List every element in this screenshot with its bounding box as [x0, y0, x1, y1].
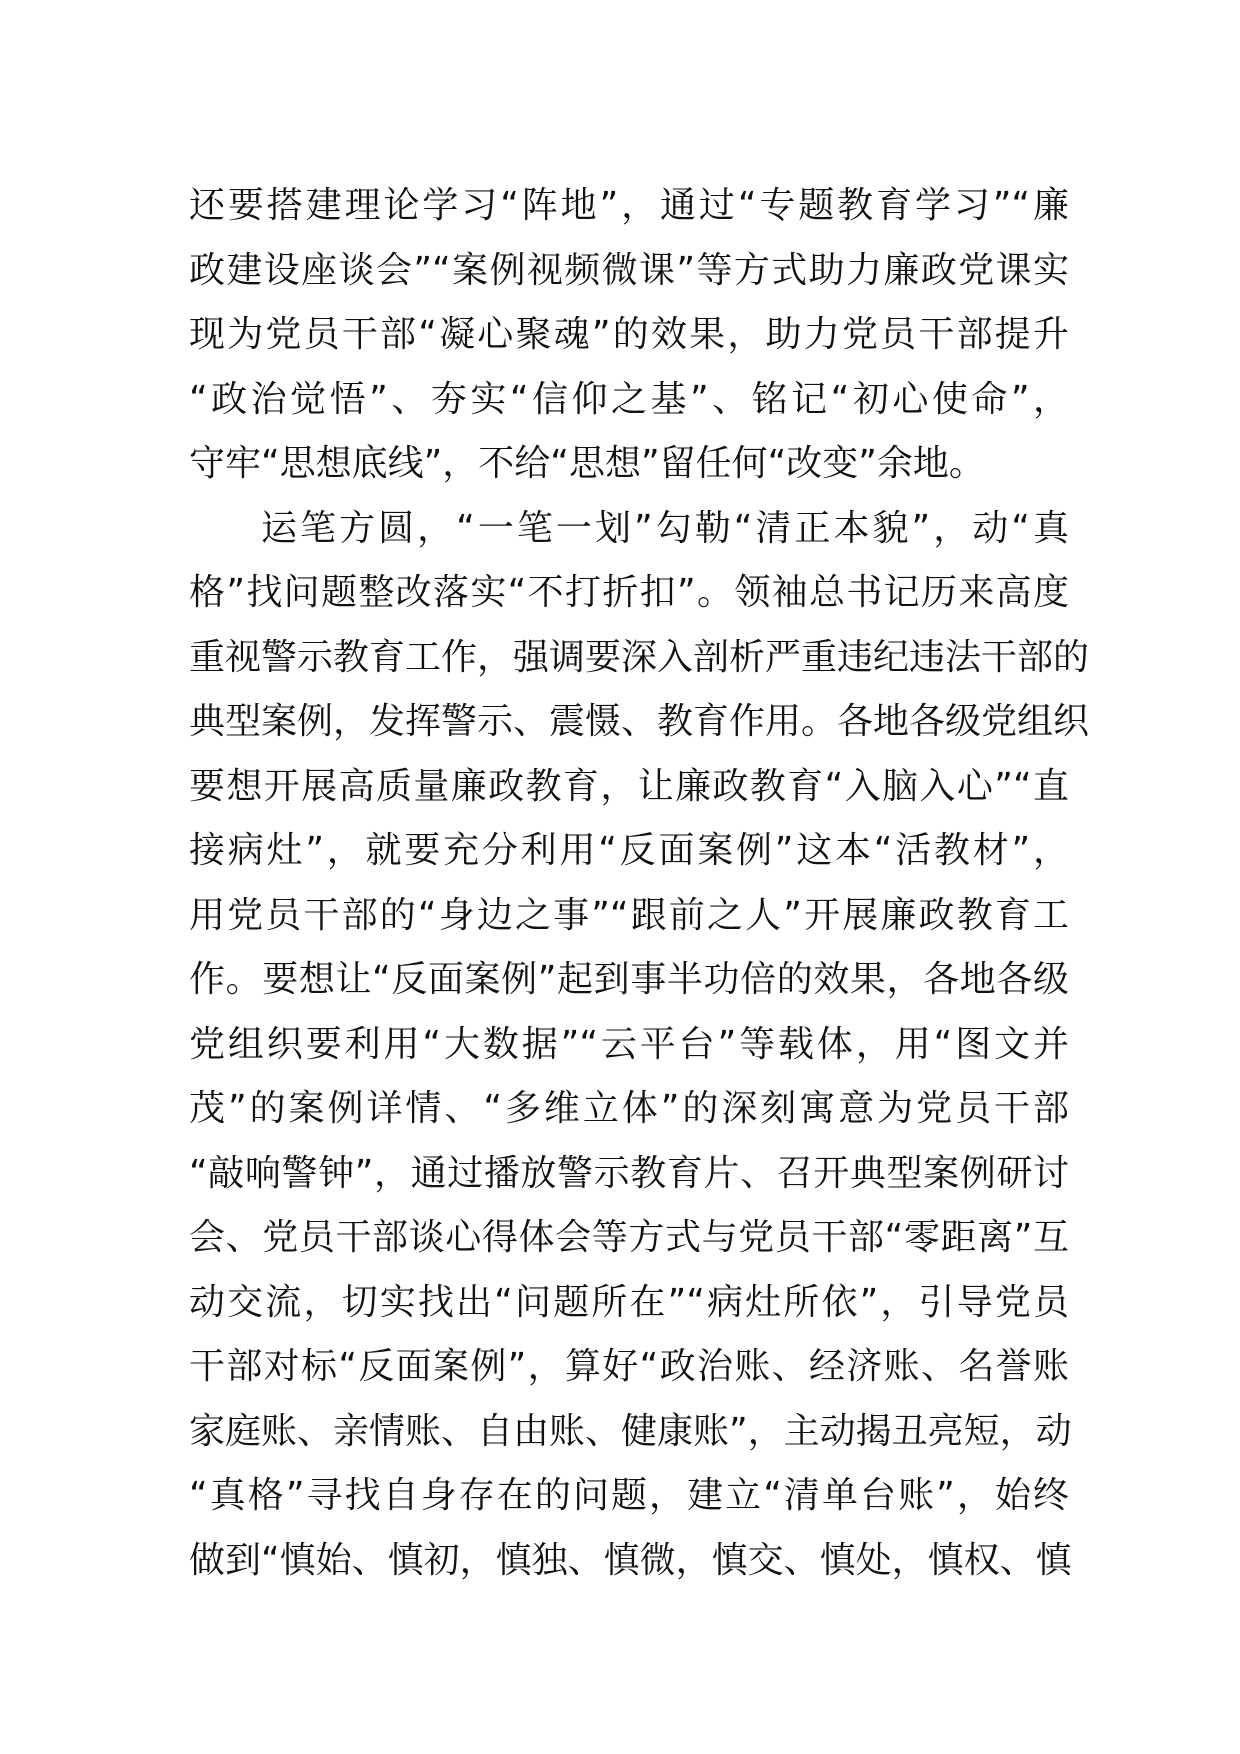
text-line: 动交流，切实找出“问题所在”“病灶所依”，引导党员	[189, 1281, 1069, 1323]
text-line: 接病灶”，就要充分利用“反面案例”这本“活教材”，	[189, 830, 1069, 871]
text-line: 家庭账、亲情账、自由账、健康账”，主动揭丑亮短，动	[189, 1410, 1072, 1452]
text-line: “敲响警钟”，通过播放警示教育片、召开典型案例研讨	[189, 1152, 1069, 1194]
body-text	[189, 174, 1090, 1593]
text-line: 党组织要利用“大数据”“云平台”等载体，用“图文并	[189, 1023, 1069, 1065]
text-line: 运笔方圆，“一笔一划”勾勒“清正本貌”，动“真	[261, 507, 1069, 549]
text-line: 会、党员干部谈心得体会等方式与党员干部“零距离”互	[189, 1217, 1069, 1258]
text-line: 做到“慎始、慎初，慎独、慎微，慎交、慎处，慎权、慎	[189, 1539, 1072, 1581]
text-line: 现为党员干部“凝心聚魂”的效果，助力党员干部提升	[189, 314, 1069, 355]
text-line: 典型案例，发挥警示、震慑、教育作用。各地各级党组织	[189, 701, 1090, 742]
paragraph-2	[189, 497, 1090, 1594]
paragraph-1	[189, 174, 1069, 497]
text-line: “真格”寻找自身存在的问题，建立“清单台账”，始终	[189, 1475, 1069, 1516]
text-line: 还要搭建理论学习“阵地”，通过“专题教育学习”“廉	[189, 185, 1069, 226]
text-line: 格”找问题整改落实“不打折扣”。领袖总书记历来高度	[189, 572, 1069, 613]
text-line: 要想开展高质量廉政教育，让廉政教育“入脑入心”“直	[189, 765, 1069, 807]
text-line: 干部对标“反面案例”，算好“政治账、经济账、名誉账	[189, 1346, 1069, 1387]
text-line: 重视警示教育工作，强调要深入剖析严重违纪违法干部的	[189, 636, 1090, 678]
text-line: 守牢“思想底线”，不给“思想”留任何“改变”余地。	[189, 443, 985, 484]
text-line: 作。要想让“反面案例”起到事半功倍的效果，各地各级	[189, 959, 1069, 1000]
text-line: “政治觉悟”、夯实“信仰之基”、铭记“初心使命”，	[189, 378, 1069, 420]
text-line: 政建设座谈会”“案例视频微课”等方式助力廉政党课实	[189, 249, 1069, 291]
text-line: 茂”的案例详情、“多维立体”的深刻寓意为党员干部	[189, 1088, 1069, 1129]
text-line: 用党员干部的“身边之事”“跟前之人”开展廉政教育工	[189, 894, 1069, 936]
